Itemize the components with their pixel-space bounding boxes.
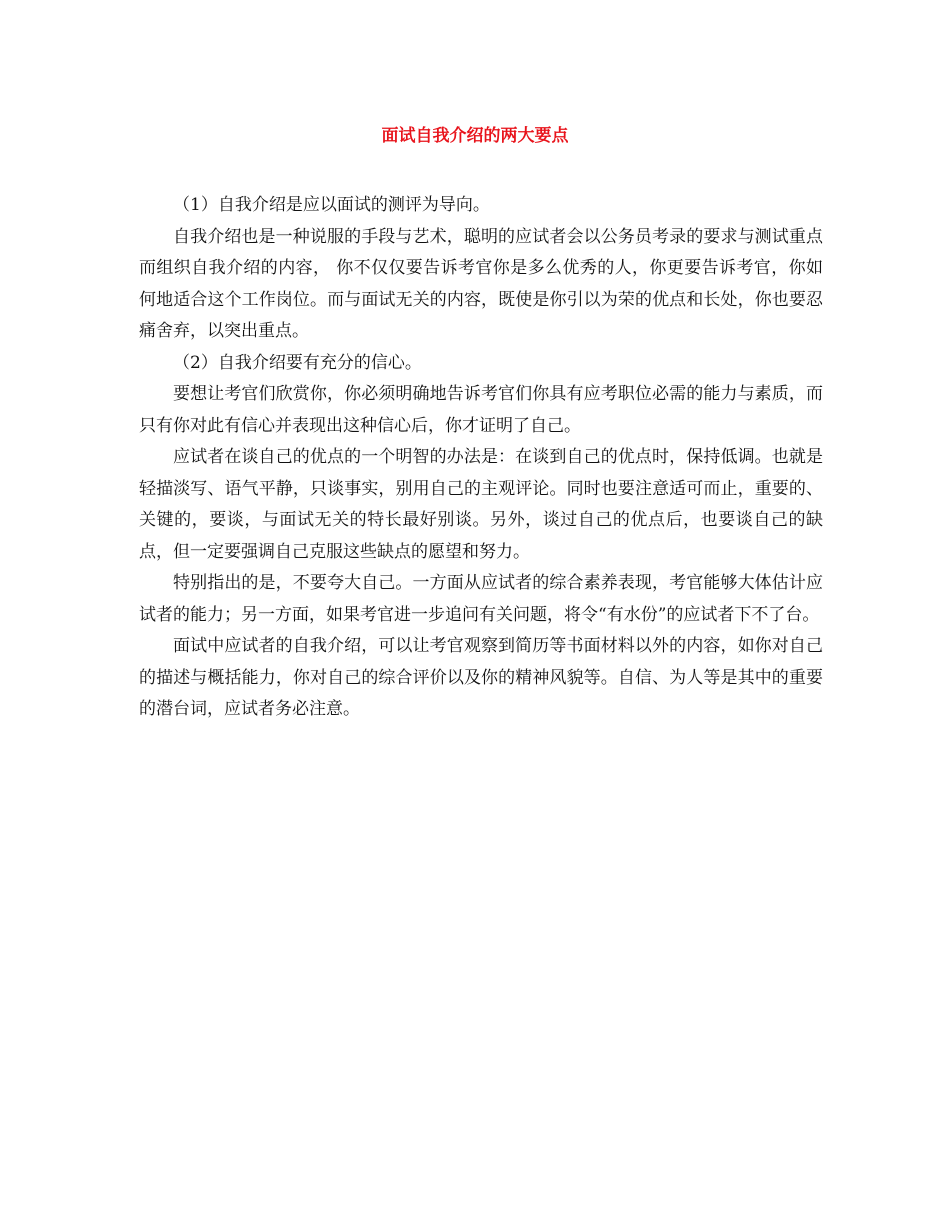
paragraph: 要想让考官们欣赏你，你必须明确地告诉考官们你具有应考职位必需的能力与素质，而只有你对此有信心并表现出这种信心后，你才证明了自己。 [139, 384, 823, 436]
document-title: 面试自我介绍的两大要点 [381, 126, 569, 146]
section-heading-1: （1）自我介绍是应以面试的测评为导向。 [173, 195, 490, 215]
paragraph: 面试中应试者的自我介绍，可以让考官观察到简历等书面材料以外的内容，如你对自己的描述与概括能力，你对自己的综合评价以及你的精神风貌等。自信、为人等是其中的重要的潜台词，应试者务必注意。 [139, 636, 823, 719]
paragraph: 特别指出的是，不要夸大自己。一方面从应试者的综合素养表现，考官能够大体估计应试者的能力；另一方面，如果考官进一步追问有关问题，将令“有水份”的应试者下不了台。 [139, 573, 823, 625]
paragraph: 自我介绍也是一种说服的手段与艺术，聪明的应试者会以公务员考录的要求与测试重点而组织自我介绍的内容， 你不仅仅要告诉考官你是多么优秀的人，你更要告诉考官，你如何地适合这个工作岗位。而与面试无关的内容，既使是你引以为荣的优点和长处，你也要忍痛舍弃，以突出重点。 [139, 226, 823, 341]
paragraph: 应试者在谈自己的优点的一个明智的办法是：在谈到自己的优点时，保持低调。也就是轻描淡写、语气平静，只谈事实，别用自己的主观评论。同时也要注意适可而止，重要的、关键的，要谈，与面试无关的特长最好别谈。另外，谈过自己的优点后，也要谈自己的缺点，但一定要强调自己克服这些缺点的愿望和努力。 [139, 447, 823, 562]
section-heading-2: （2）自我介绍要有充分的信心。 [173, 352, 422, 373]
document-body [139, 190, 823, 726]
